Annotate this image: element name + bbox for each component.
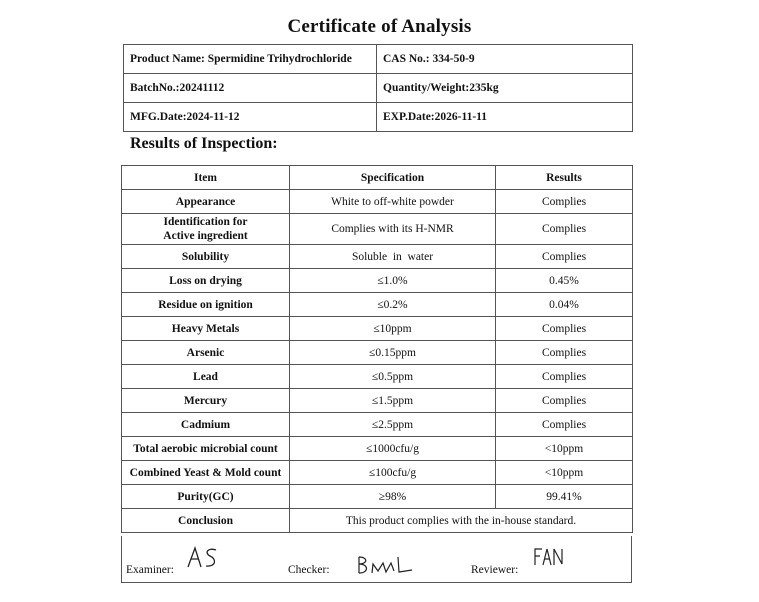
row-result: Complies	[496, 245, 633, 269]
batch-number: BatchNo.:20241112	[124, 74, 377, 103]
row-spec: ≥98%	[290, 485, 496, 509]
row-result: Complies	[496, 389, 633, 413]
examiner-label: Examiner:	[126, 564, 174, 576]
row-item: Residue on ignition	[122, 293, 290, 317]
product-name: Product Name: Spermidine Trihydrochloride	[124, 45, 377, 74]
row-result: Complies	[496, 413, 633, 437]
row-spec: Soluble in water	[290, 245, 496, 269]
examiner-signature	[186, 545, 222, 571]
table-row	[122, 485, 633, 509]
table-header-row	[122, 166, 633, 190]
row-item: Total aerobic microbial count	[122, 437, 290, 461]
table-row	[122, 389, 633, 413]
cas-number: CAS No.: 334-50-9	[377, 45, 633, 74]
results-table	[121, 165, 633, 533]
row-result: 0.45%	[496, 269, 633, 293]
row-item: Cadmium	[122, 413, 290, 437]
row-spec: White to off-white powder	[290, 190, 496, 214]
reviewer-signature	[532, 546, 566, 568]
row-item-line1: Identification for	[163, 216, 248, 228]
row-item: Solubility	[122, 245, 290, 269]
exp-date: EXP.Date:2026-11-11	[377, 103, 633, 132]
table-row	[122, 437, 633, 461]
header-specification: Specification	[290, 166, 496, 190]
row-spec: ≤10ppm	[290, 317, 496, 341]
row-item: Purity(GC)	[122, 485, 290, 509]
table-row	[122, 190, 633, 214]
row-result: <10ppm	[496, 461, 633, 485]
table-row	[122, 317, 633, 341]
row-spec: ≤1.5ppm	[290, 389, 496, 413]
product-info-table	[123, 44, 633, 132]
row-result: Complies	[496, 365, 633, 389]
table-row	[122, 365, 633, 389]
row-result: Complies	[496, 214, 633, 245]
row-spec: ≤0.5ppm	[290, 365, 496, 389]
checker-label: Checker:	[288, 564, 330, 576]
section-title: Results of Inspection:	[130, 135, 278, 152]
quantity-weight: Quantity/Weight:235kg	[377, 74, 633, 103]
document-title: Certificate of Analysis	[287, 16, 472, 37]
table-row	[122, 413, 633, 437]
table-row	[122, 214, 633, 245]
row-item: Appearance	[122, 190, 290, 214]
row-result: Complies	[496, 341, 633, 365]
row-result: <10ppm	[496, 437, 633, 461]
row-spec: Complies with its H-NMR	[290, 214, 496, 245]
row-result: Complies	[496, 317, 633, 341]
row-spec: ≤2.5ppm	[290, 413, 496, 437]
mfg-date: MFG.Date:2024-11-12	[124, 103, 377, 132]
header-item: Item	[122, 166, 290, 190]
row-result: 0.04%	[496, 293, 633, 317]
row-item	[122, 214, 290, 245]
conclusion-label: Conclusion	[122, 509, 290, 533]
table-row	[122, 293, 633, 317]
row-spec: ≤100cfu/g	[290, 461, 496, 485]
row-item: Lead	[122, 365, 290, 389]
conclusion-text: This product complies with the in-house standard.	[290, 509, 633, 533]
table-row	[122, 341, 633, 365]
row-spec: ≤0.2%	[290, 293, 496, 317]
table-row	[122, 269, 633, 293]
conclusion-row	[122, 509, 633, 533]
header-results: Results	[496, 166, 633, 190]
row-result: 99.41%	[496, 485, 633, 509]
row-item: Heavy Metals	[122, 317, 290, 341]
row-item: Mercury	[122, 389, 290, 413]
row-result: Complies	[496, 190, 633, 214]
row-item: Loss on drying	[122, 269, 290, 293]
row-spec: ≤0.15ppm	[290, 341, 496, 365]
row-item: Combined Yeast & Mold count	[122, 461, 290, 485]
table-row	[122, 245, 633, 269]
row-item: Arsenic	[122, 341, 290, 365]
row-spec: ≤1.0%	[290, 269, 496, 293]
reviewer-label: Reviewer:	[471, 564, 519, 576]
row-item-line2: Active ingredient	[163, 230, 248, 242]
table-row	[122, 461, 633, 485]
row-spec: ≤1000cfu/g	[290, 437, 496, 461]
checker-signature	[356, 553, 416, 577]
